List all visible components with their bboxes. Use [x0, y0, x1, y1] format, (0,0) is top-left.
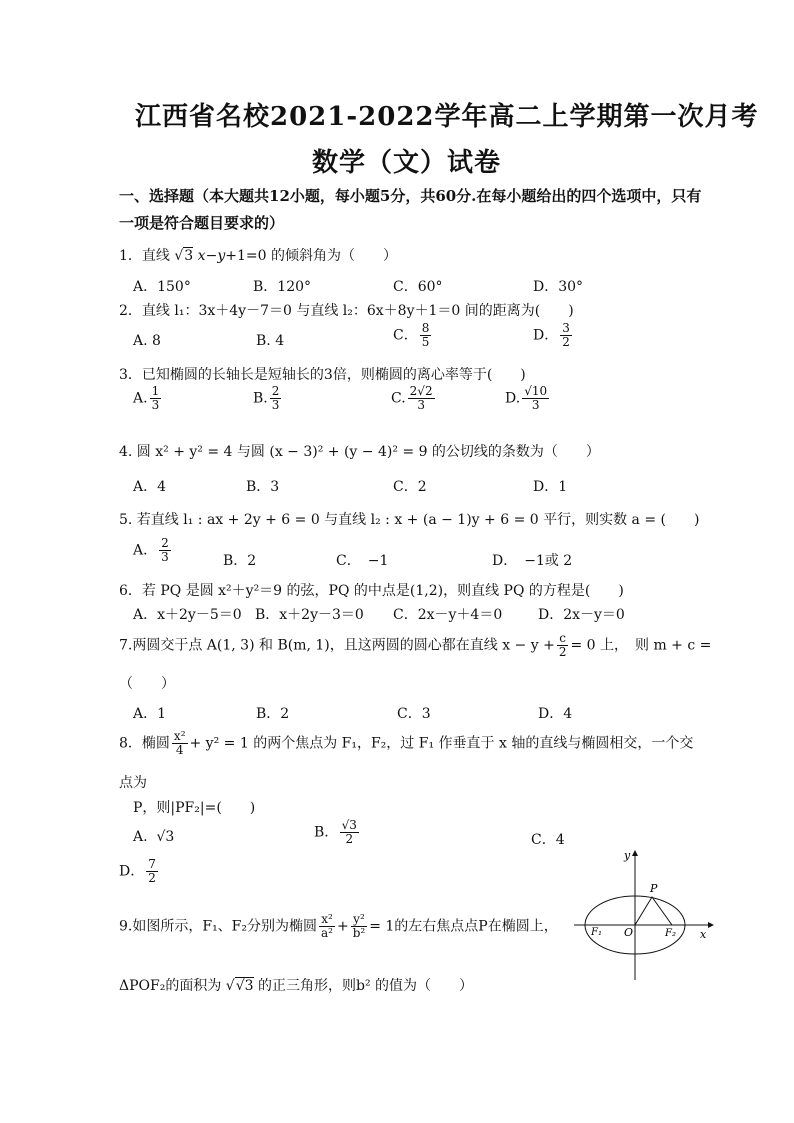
question-4-stem: 4. 圆 x² + y² = 4 与圆 (x − 3)² + (y − 4)² = 9 的公切线的条数为（ ） — [119, 444, 600, 460]
q1-stem-post: 的倾斜角为（ ） — [270, 248, 397, 264]
q2-c-fraction: $\frac{8}{5}$ — [421, 321, 430, 349]
q2-c-label: C． — [393, 327, 418, 344]
q4-option-b: B．3 — [246, 479, 280, 495]
y-axis-label: y — [624, 849, 631, 862]
question-8-stem: 8．椭圆 $\frac{\text{x²}}{4}$ + y² = 1 的两个焦点为 F₁，F₂，过 F₁ 作垂直于 x 轴的直线与椭圆相交，一个交 — [119, 729, 694, 757]
q6-option-c: C．2x－y＋4＝0 — [393, 607, 503, 623]
q3-option-d: D. $\frac{√10}{3}$ — [505, 384, 548, 412]
q8-option-b: B. $\frac{√3}{2}$ — [314, 818, 357, 846]
x-axis-arrow — [708, 922, 714, 928]
q4-option-a: A．4 — [133, 479, 167, 495]
q2-option-d — [533, 322, 574, 349]
q7-option-a: A．1 — [133, 706, 167, 722]
q4-option-d: D．1 — [533, 479, 568, 495]
q1-formula: √3 x−y+1=0 — [174, 248, 267, 264]
section-heading-1: 一、选择题（本大题共12小题，每小题5分，共60分.在每小题给出的四个选项中，只有 — [119, 187, 702, 205]
q7-option-b: B．2 — [256, 706, 290, 722]
q6-option-a: A．x＋2y－5＝0 — [133, 607, 242, 623]
title-line-2: 数学（文）试卷 — [312, 148, 502, 178]
q1-option-d: D．30° — [533, 279, 584, 295]
q9-line-2: ΔPOF₂的面积为 √√3 的正三角形，则b² 的值为（ ） — [119, 978, 474, 994]
section-heading-2: 一项是符合题目要求的） — [119, 214, 285, 232]
q6-option-b: B．x＋2y－3＝0 — [255, 607, 364, 623]
q8-option-d: D． $\frac{7}{2}$ — [119, 857, 156, 885]
q1-option-b: B．120° — [253, 279, 312, 295]
q8-line-3: P，则|PF₂|=( ) — [133, 800, 256, 816]
q8-option-a: A. √3 — [133, 829, 175, 845]
q2-option-b: B. 4 — [256, 333, 285, 349]
question-2-stem: 2．直线 l₁：3x＋4y－7＝0 与直线 l₂：6x＋8y＋1＝0 间的距离为( ) — [119, 303, 574, 319]
q5-option-c: C． −1 — [336, 553, 389, 569]
q7-option-c: C．3 — [397, 706, 431, 722]
f2-label: F₂ — [665, 928, 676, 939]
q1-option-a: A．150° — [133, 279, 191, 295]
q1-option-c: C．60° — [393, 279, 443, 295]
q2-option-c — [393, 322, 433, 349]
question-5-stem: 5. 若直线 l₁ : ax + 2y + 6 = 0 与直线 l₂ : x + (a − 1)y + 6 = 0 平行，则实数 a = ( ) — [119, 512, 700, 528]
q6-option-d: D．2x－y＝0 — [538, 607, 625, 623]
x-axis-label: x — [700, 928, 707, 941]
q5-option-a: A． $\frac{2}{3}$ — [133, 536, 169, 564]
question-3-stem: 3．已知椭圆的长轴长是短轴长的3倍，则椭圆的离心率等于( ) — [119, 367, 526, 383]
q2-d-fraction: $\frac{3}{2}$ — [562, 321, 570, 349]
q7-answer-paren: （ ） — [119, 676, 175, 692]
q8-line-2: 点为 — [119, 775, 147, 791]
f1-label: F₁ — [591, 927, 602, 938]
ellipse-figure — [568, 846, 718, 982]
q7-option-d: D．4 — [538, 706, 573, 722]
q2-d-label: D． — [533, 327, 559, 344]
triangle-pof2 — [635, 897, 672, 925]
q5-option-b: B．2 — [223, 553, 257, 569]
q5-option-d: D． −1或 2 — [492, 553, 573, 569]
q4-option-c: C．2 — [393, 479, 427, 495]
q3-option-c: C. $\frac{2√2}{3}$ — [391, 384, 433, 412]
title-line-1: 江西省名校2021-2022学年高二上学期第一次月考 — [135, 102, 759, 132]
point-p-label: P — [650, 882, 658, 895]
q2-option-a: A. 8 — [133, 333, 161, 349]
q8-option-c: C．4 — [531, 832, 565, 848]
q3-option-b: B. $\frac{2}{3}$ — [253, 384, 280, 412]
question-9-stem: 9.如图所示，F₁、F₂分别为椭圆 $\frac{\text{x²}}{\text{a²}}$ + $\frac{\text{y²}}{\text{b²}}$ = 1的左右焦点点P在椭圆上， — [119, 912, 558, 940]
q3-option-a: A. $\frac{1}{3}$ — [133, 384, 160, 412]
question-1-stem — [119, 245, 397, 265]
q1-stem-pre: 1．直线 — [119, 248, 170, 264]
question-7-stem: 7.两圆交于点 A(1, 3) 和 B(m, 1)，且这两圆的圆心都在直线 x − y + $\frac{c}{2}$ = 0 上， 则 m + c = — [119, 631, 712, 659]
question-6-stem: 6．若 PQ 是圆 x²＋y²＝9 的弦，PQ 的中点是(1,2)，则直线 PQ 的方程是( ) — [119, 583, 624, 599]
origin-label: O — [624, 926, 634, 939]
y-axis-arrow — [632, 850, 638, 856]
